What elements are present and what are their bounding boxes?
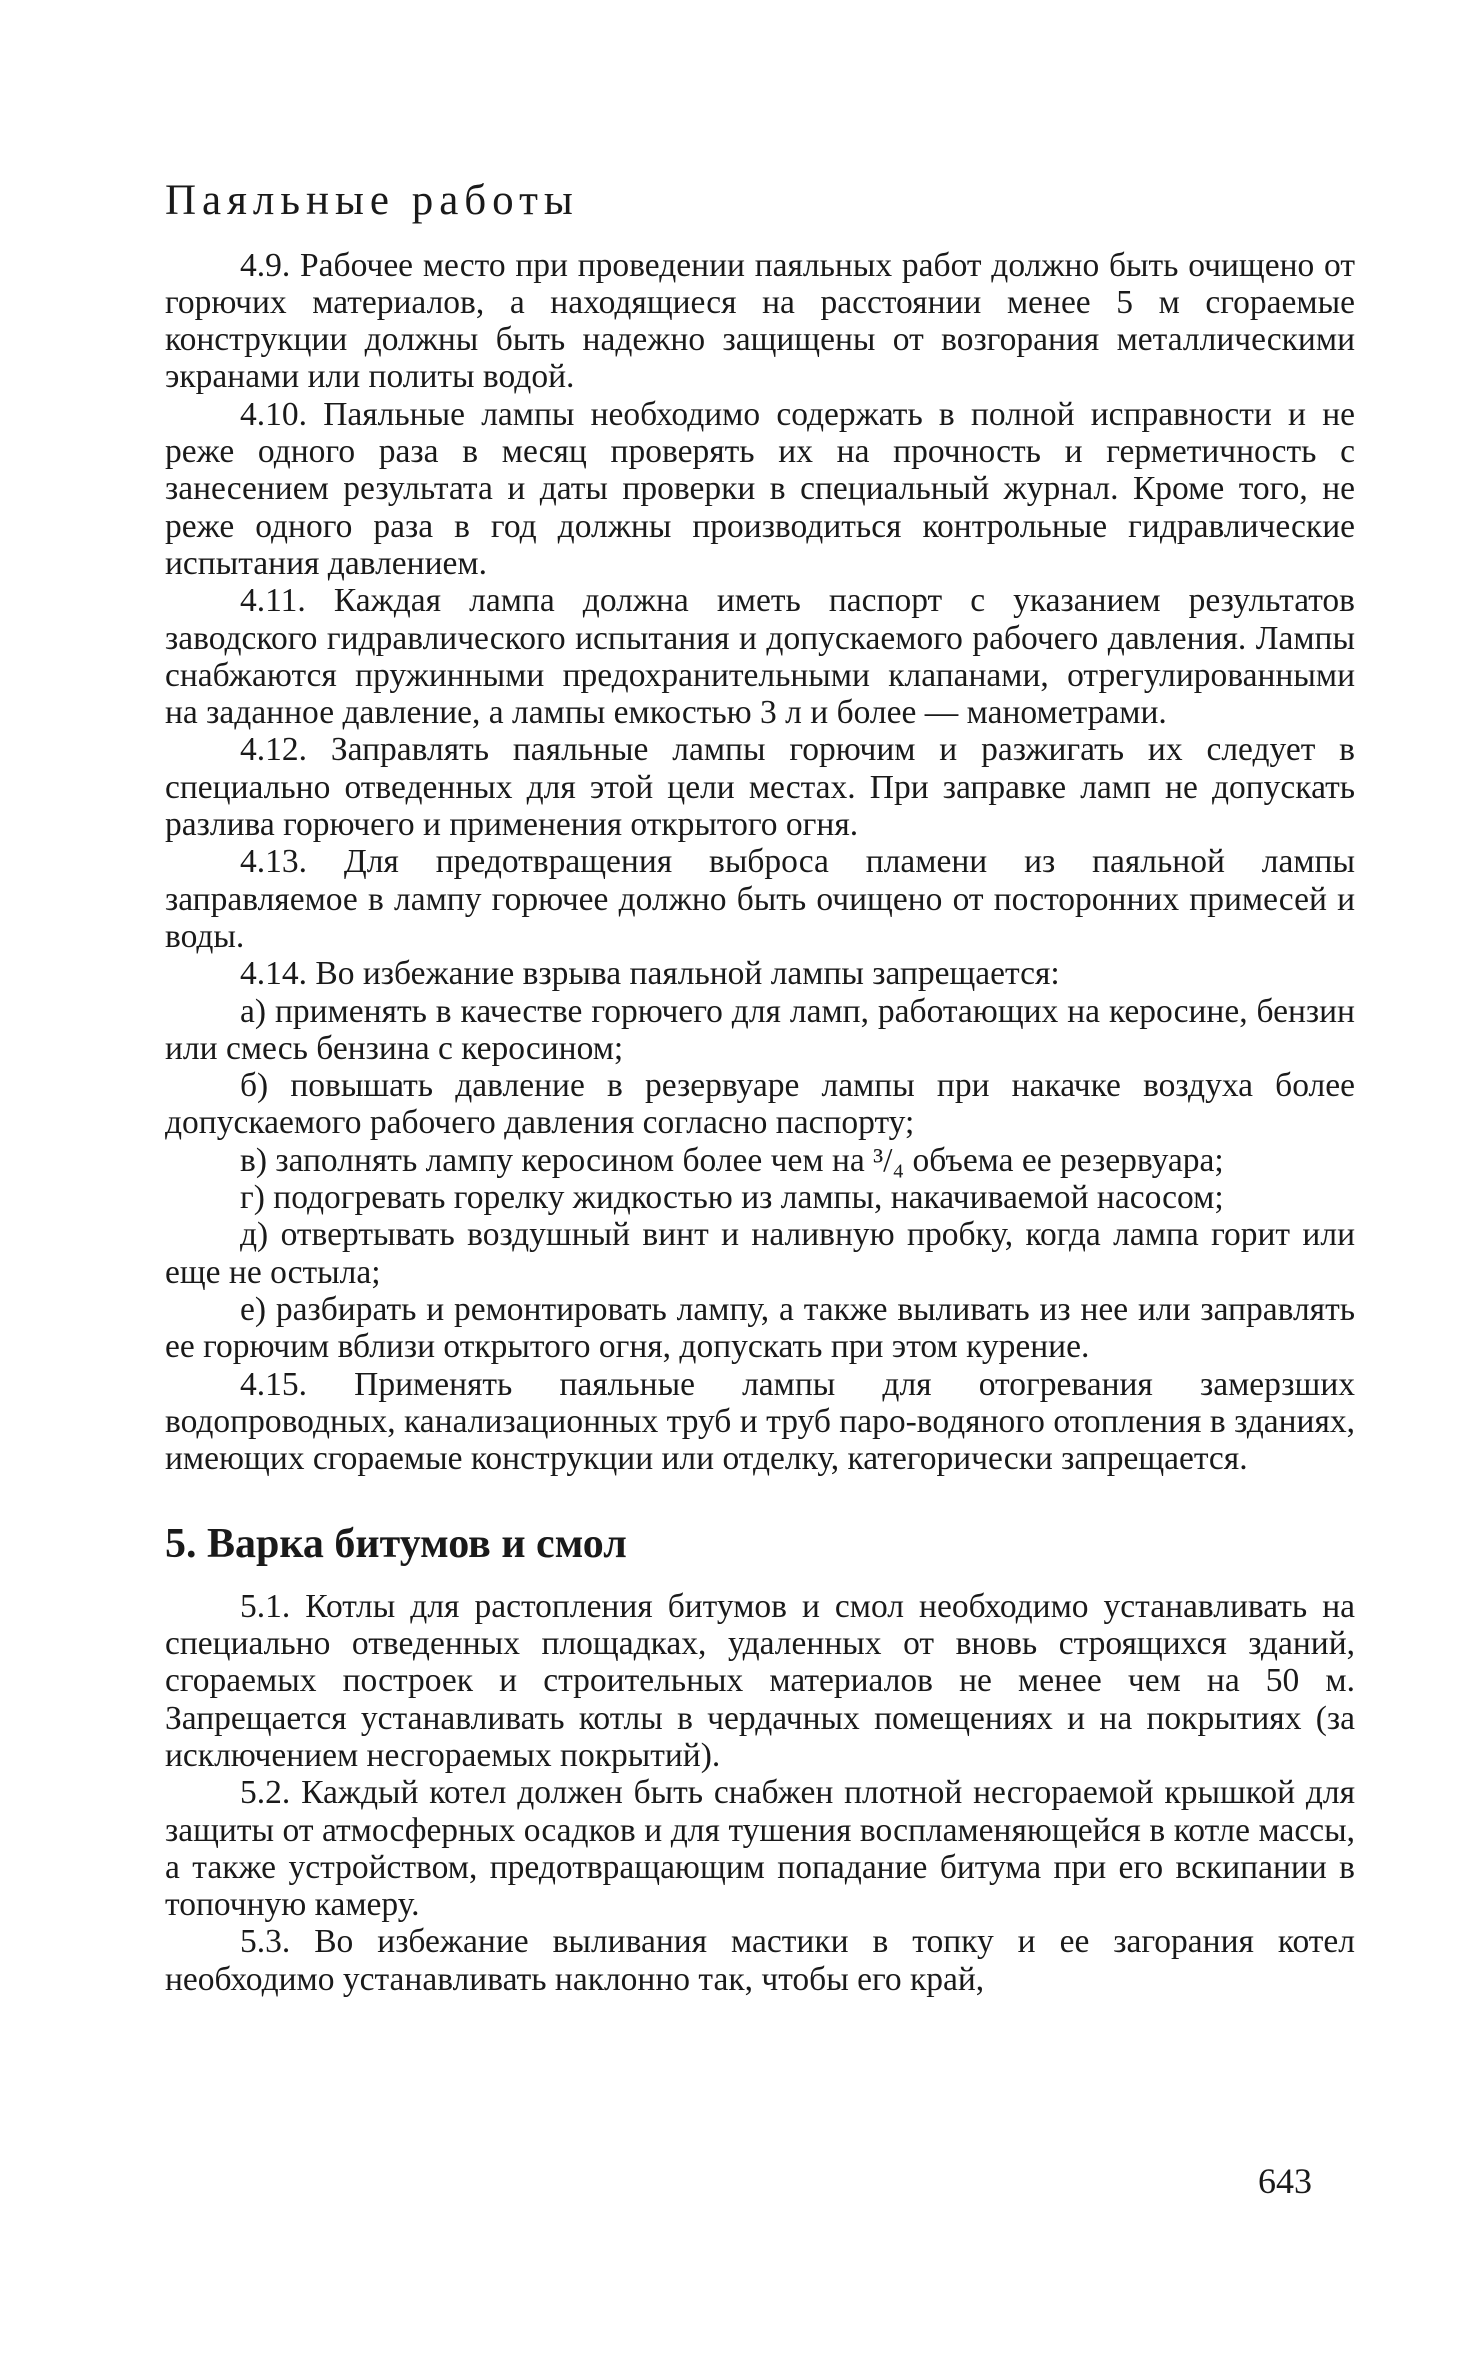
section2-heading: 5. Варка битумов и смол [165,1521,627,1568]
paragraph-4-9: 4.9. Рабочее место при проведении паяльных работ должно быть очищено от горючих материалов, а находящиеся на расстоянии менее 5 м сгораемые конструкции должны быть надежно защищены от возгорания металлическими экранами или политы водой. [165,246,1355,396]
page-number: 643 [1258,2161,1312,2201]
paragraph-4-14: 4.14. Во избежание взрыва паяльной лампы запрещается: [240,955,1060,993]
section-title: Паяльные работы [165,177,579,224]
list-item-g: г) подогревать горелку жидкостью из лампы, накачиваемой насосом; [240,1179,1224,1217]
section1-body [165,247,1355,1478]
paragraph-4-10: 4.10. Паяльные лампы необходимо содержать в полной исправности и не реже одного раза в месяц проверять их на прочность и герметичность с занесением результата и даты проверки в специальный журнал. Кроме того, не реже одного раза в год должны производиться контрольные гидравлические испытания давлением. [165,395,1355,582]
paragraph-4-13: 4.13. Для предотвращения выброса пламени из паяльной лампы заправляемое в лампу горючее должно быть очищено от посторонних примесей и воды. [165,843,1355,955]
list-item-e: е) разбирать и ремонтировать лампу, а также выливать из нее или заправлять ее горючим вблизи открытого огня, допускать при этом курение. [165,1290,1355,1366]
list-item-b: б) повышать давление в резервуаре лампы при накачке воздуха более допускаемого рабочего давления согласно паспорту; [165,1067,1355,1142]
list-item-v: в) заполнять лампу керосином более чем на ³/₄ объема ее резервуара; [240,1141,1224,1179]
list-item-a: а) применять в качестве горючего для ламп, работающих на керосине, бензин или смесь бензина с керосином; [165,992,1355,1067]
paragraph-4-12: 4.12. Заправлять паяльные лампы горючим и разжигать их следует в специально отведенных для этой цели местах. При заправке ламп не допускать разлива горючего и применения открытого огня. [165,731,1355,844]
list-item-d: д) отвертывать воздушный винт и наливную пробку, когда лампа горит или еще не остыла; [165,1216,1355,1291]
paragraph-4-15: 4.15. Применять паяльные лампы для отогревания замерзших водопроводных, канализационных труб и труб паро-водяного отопления в зданиях, имеющих сгораемые конструкции или отделку, категорически запрещается. [165,1365,1355,1478]
paragraph-5-1: 5.1. Котлы для растопления битумов и смол необходимо устанавливать на специально отведенных площадках, удаленных от вновь строящихся зданий, сгораемых построек и строительных материалов не менее чем на 50 м. Запрещается устанавливать котлы в чердачных помещениях и на покрытиях (за исключением несгораемых покрытий). [165,1587,1355,1774]
paragraph-5-3: 5.3. Во избежание выливания мастики в топку и ее загорания котел необходимо устанавливать наклонно так, чтобы его край, [165,1923,1355,1998]
page-content [165,175,1355,1998]
paragraph-4-11: 4.11. Каждая лампа должна иметь паспорт с указанием результатов заводского гидравлического испытания и допускаемого рабочего давления. Лампы снабжаются пружинными предохранительными клапанами, отрегулированными на заданное давление, а лампы емкостью 3 л и более — манометрами. [165,582,1355,732]
section2-body [165,1588,1355,1998]
paragraph-5-2: 5.2. Каждый котел должен быть снабжен плотной несгораемой крышкой для защиты от атмосферных осадков и для тушения воспламеняющейся в котле массы, а также устройством, предотвращающим попадание битума при его вскипании в топочную камеру. [165,1774,1355,1924]
